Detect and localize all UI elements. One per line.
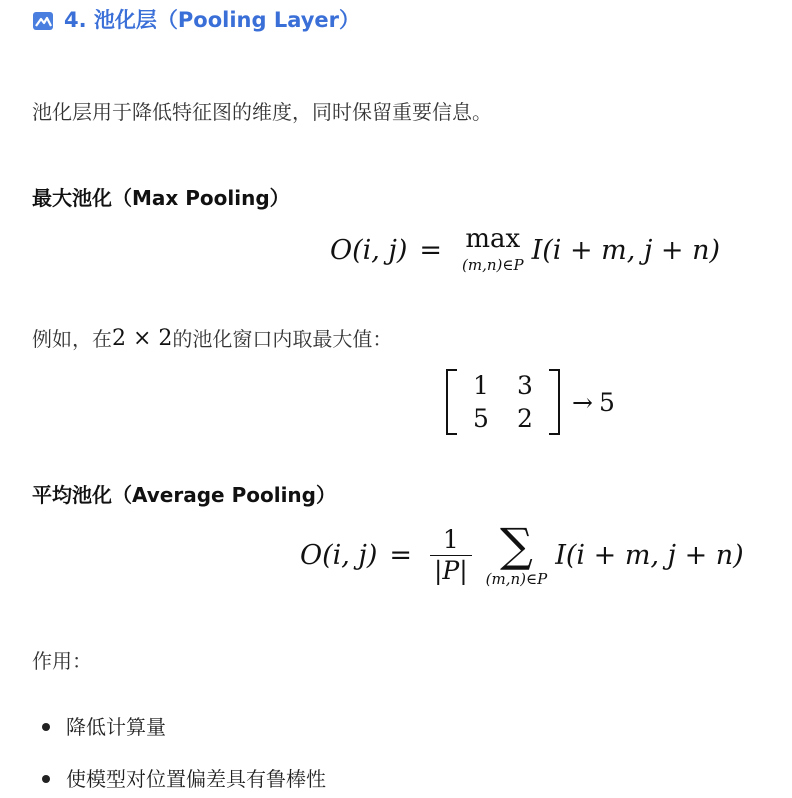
matrix [446,369,560,435]
example-sentence [32,324,392,354]
list-item [42,764,326,794]
matrix-cell: 5 [473,404,489,433]
fraction-denominator: |P| [430,555,472,586]
max-operator-subscript: (m,n)∈P [462,256,524,274]
formula-equals: = [389,539,412,571]
matrix-right-bracket [549,369,560,435]
list-item [42,712,326,742]
formula-lhs: O(i, j) [330,234,408,266]
matrix-grid [457,369,549,435]
summation [485,518,548,588]
bullet-icon [42,723,50,731]
formula-lhs: O(i, j) [300,539,378,571]
section-title [32,4,360,36]
matrix-left-bracket [446,369,457,435]
avg-pooling-heading: 平均池化（Average Pooling） [32,483,336,507]
matrix-cell: 2 [517,404,533,433]
list-item-text: 使模型对位置偏差具有鲁棒性 [66,767,326,791]
example-prefix: 例如，在 [32,327,112,351]
section-title-text: 4. 池化层（Pooling Layer） [64,8,361,32]
matrix-cell: 1 [473,371,489,400]
intro-paragraph: 池化层用于降低特征图的维度，同时保留重要信息。 [32,100,492,124]
uses-list [42,712,326,794]
matrix-example [446,369,615,435]
max-operator [462,226,524,274]
avg-pooling-formula [300,518,744,588]
max-pooling-heading: 最大池化（Max Pooling） [32,186,290,210]
formula-rhs: I(i + m, j + n) [531,234,721,266]
fraction-numerator: 1 [442,524,459,554]
max-operator-symbol: max [465,224,521,254]
example-suffix: 的池化窗口内取最大值： [172,327,393,351]
uses-label: 作用： [32,649,92,673]
fraction [430,525,472,586]
arrow: → [572,387,593,417]
window-size: 2 × 2 [112,326,173,351]
max-pooling-formula [330,226,720,274]
matrix-result: 5 [598,387,615,417]
summation-symbol: ∑ [500,518,533,572]
matrix-cell: 3 [517,371,533,400]
list-item-text: 降低计算量 [66,715,166,739]
summation-subscript: (m,n)∈P [485,570,548,588]
formula-rhs: I(i + m, j + n) [555,539,744,571]
mountain-image-icon [32,9,54,31]
bullet-icon [42,775,50,783]
formula-equals: = [419,234,442,266]
